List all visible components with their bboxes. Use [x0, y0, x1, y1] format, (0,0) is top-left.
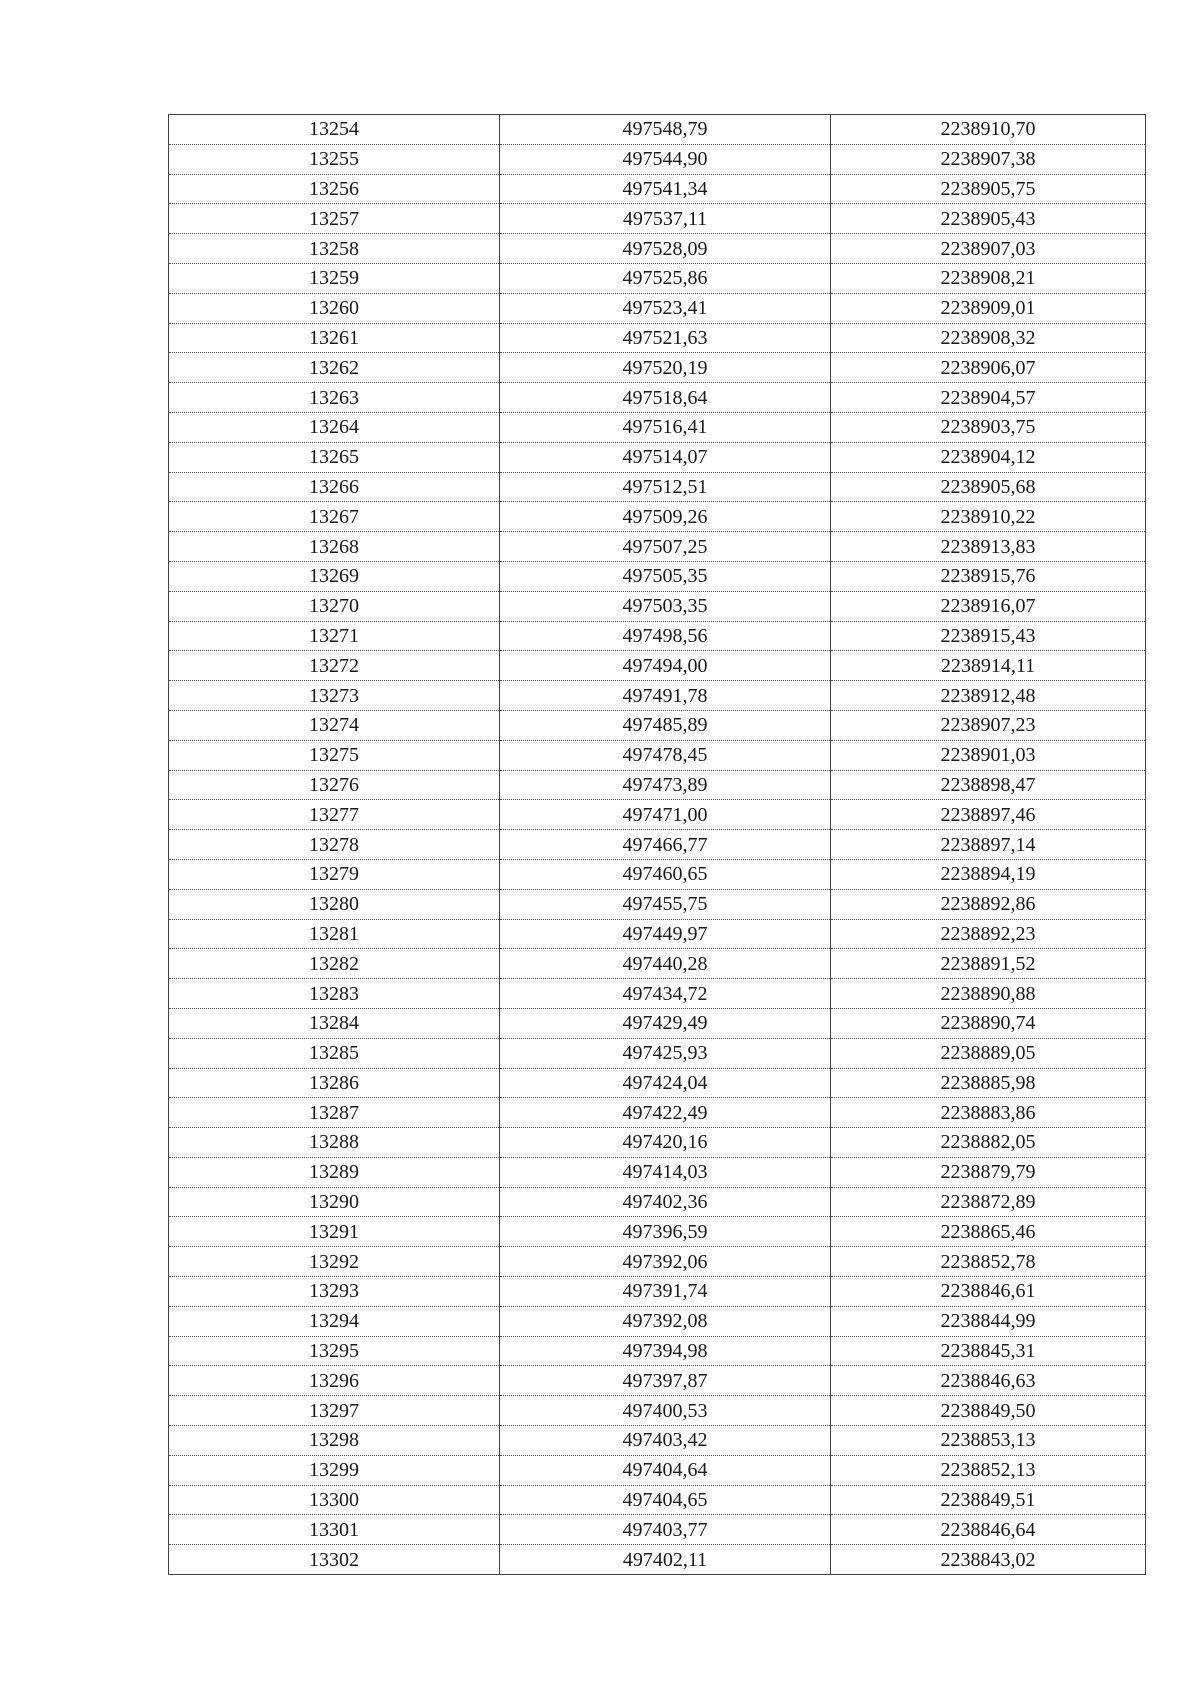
- x-coordinate-cell: 497512,51: [500, 472, 831, 502]
- y-coordinate-cell: 2238892,23: [831, 919, 1146, 949]
- point-number-cell: 13263: [169, 383, 500, 413]
- point-number-cell: 13278: [169, 830, 500, 860]
- point-number-cell: 13270: [169, 591, 500, 621]
- x-coordinate-cell: 497429,49: [500, 1008, 831, 1038]
- x-coordinate-cell: 497548,79: [500, 115, 831, 145]
- y-coordinate-cell: 2238915,76: [831, 561, 1146, 591]
- coordinates-table-body: [169, 115, 1146, 1575]
- x-coordinate-cell: 497449,97: [500, 919, 831, 949]
- y-coordinate-cell: 2238846,61: [831, 1277, 1146, 1307]
- table-row: [169, 323, 1146, 353]
- table-row: [169, 591, 1146, 621]
- point-number-cell: 13258: [169, 234, 500, 264]
- y-coordinate-cell: 2238890,74: [831, 1008, 1146, 1038]
- table-row: [169, 263, 1146, 293]
- point-number-cell: 13259: [169, 263, 500, 293]
- x-coordinate-cell: 497478,45: [500, 740, 831, 770]
- y-coordinate-cell: 2238905,68: [831, 472, 1146, 502]
- point-number-cell: 13269: [169, 561, 500, 591]
- table-row: [169, 1396, 1146, 1426]
- x-coordinate-cell: 497403,77: [500, 1515, 831, 1545]
- table-row: [169, 1336, 1146, 1366]
- y-coordinate-cell: 2238905,75: [831, 174, 1146, 204]
- x-coordinate-cell: 497391,74: [500, 1277, 831, 1307]
- table-row: [169, 710, 1146, 740]
- y-coordinate-cell: 2238907,03: [831, 234, 1146, 264]
- table-row: [169, 770, 1146, 800]
- point-number-cell: 13266: [169, 472, 500, 502]
- y-coordinate-cell: 2238907,38: [831, 144, 1146, 174]
- point-number-cell: 13297: [169, 1396, 500, 1426]
- point-number-cell: 13260: [169, 293, 500, 323]
- y-coordinate-cell: 2238845,31: [831, 1336, 1146, 1366]
- table-row: [169, 174, 1146, 204]
- point-number-cell: 13302: [169, 1545, 500, 1575]
- point-number-cell: 13275: [169, 740, 500, 770]
- y-coordinate-cell: 2238907,23: [831, 710, 1146, 740]
- x-coordinate-cell: 497514,07: [500, 442, 831, 472]
- point-number-cell: 13267: [169, 502, 500, 532]
- y-coordinate-cell: 2238852,78: [831, 1247, 1146, 1277]
- y-coordinate-cell: 2238889,05: [831, 1038, 1146, 1068]
- table-row: [169, 1455, 1146, 1485]
- table-row: [169, 293, 1146, 323]
- y-coordinate-cell: 2238909,01: [831, 293, 1146, 323]
- x-coordinate-cell: 497422,49: [500, 1098, 831, 1128]
- point-number-cell: 13264: [169, 412, 500, 442]
- x-coordinate-cell: 497402,11: [500, 1545, 831, 1575]
- table-row: [169, 1277, 1146, 1307]
- x-coordinate-cell: 497471,00: [500, 800, 831, 830]
- point-number-cell: 13283: [169, 979, 500, 1009]
- x-coordinate-cell: 497434,72: [500, 979, 831, 1009]
- point-number-cell: 13294: [169, 1306, 500, 1336]
- y-coordinate-cell: 2238912,48: [831, 681, 1146, 711]
- y-coordinate-cell: 2238910,22: [831, 502, 1146, 532]
- table-row: [169, 1545, 1146, 1575]
- point-number-cell: 13265: [169, 442, 500, 472]
- y-coordinate-cell: 2238879,79: [831, 1157, 1146, 1187]
- point-number-cell: 13298: [169, 1426, 500, 1456]
- point-number-cell: 13299: [169, 1455, 500, 1485]
- point-number-cell: 13288: [169, 1128, 500, 1158]
- table-row: [169, 1515, 1146, 1545]
- point-number-cell: 13292: [169, 1247, 500, 1277]
- table-row: [169, 1366, 1146, 1396]
- point-number-cell: 13279: [169, 859, 500, 889]
- table-row: [169, 204, 1146, 234]
- table-row: [169, 1008, 1146, 1038]
- x-coordinate-cell: 497396,59: [500, 1217, 831, 1247]
- x-coordinate-cell: 497520,19: [500, 353, 831, 383]
- table-row: [169, 651, 1146, 681]
- point-number-cell: 13256: [169, 174, 500, 204]
- x-coordinate-cell: 497392,06: [500, 1247, 831, 1277]
- x-coordinate-cell: 497494,00: [500, 651, 831, 681]
- table-row: [169, 383, 1146, 413]
- table-row: [169, 502, 1146, 532]
- table-row: [169, 1426, 1146, 1456]
- x-coordinate-cell: 497425,93: [500, 1038, 831, 1068]
- point-number-cell: 13257: [169, 204, 500, 234]
- x-coordinate-cell: 497544,90: [500, 144, 831, 174]
- x-coordinate-cell: 497455,75: [500, 889, 831, 919]
- coordinates-table: [168, 114, 1146, 1575]
- y-coordinate-cell: 2238906,07: [831, 353, 1146, 383]
- table-row: [169, 412, 1146, 442]
- point-number-cell: 13287: [169, 1098, 500, 1128]
- table-row: [169, 621, 1146, 651]
- table-row: [169, 1217, 1146, 1247]
- point-number-cell: 13255: [169, 144, 500, 174]
- x-coordinate-cell: 497525,86: [500, 263, 831, 293]
- x-coordinate-cell: 497400,53: [500, 1396, 831, 1426]
- table-row: [169, 1098, 1146, 1128]
- x-coordinate-cell: 497424,04: [500, 1068, 831, 1098]
- table-row: [169, 1187, 1146, 1217]
- x-coordinate-cell: 497403,42: [500, 1426, 831, 1456]
- point-number-cell: 13268: [169, 532, 500, 562]
- x-coordinate-cell: 497404,65: [500, 1485, 831, 1515]
- point-number-cell: 13277: [169, 800, 500, 830]
- point-number-cell: 13262: [169, 353, 500, 383]
- x-coordinate-cell: 497491,78: [500, 681, 831, 711]
- x-coordinate-cell: 497440,28: [500, 949, 831, 979]
- y-coordinate-cell: 2238914,11: [831, 651, 1146, 681]
- table-row: [169, 442, 1146, 472]
- point-number-cell: 13286: [169, 1068, 500, 1098]
- point-number-cell: 13284: [169, 1008, 500, 1038]
- y-coordinate-cell: 2238844,99: [831, 1306, 1146, 1336]
- table-row: [169, 1157, 1146, 1187]
- point-number-cell: 13282: [169, 949, 500, 979]
- table-row: [169, 949, 1146, 979]
- y-coordinate-cell: 2238897,14: [831, 830, 1146, 860]
- y-coordinate-cell: 2238897,46: [831, 800, 1146, 830]
- y-coordinate-cell: 2238908,21: [831, 263, 1146, 293]
- x-coordinate-cell: 497394,98: [500, 1336, 831, 1366]
- y-coordinate-cell: 2238872,89: [831, 1187, 1146, 1217]
- x-coordinate-cell: 497392,08: [500, 1306, 831, 1336]
- x-coordinate-cell: 497509,26: [500, 502, 831, 532]
- table-row: [169, 919, 1146, 949]
- y-coordinate-cell: 2238903,75: [831, 412, 1146, 442]
- y-coordinate-cell: 2238885,98: [831, 1068, 1146, 1098]
- x-coordinate-cell: 497460,65: [500, 859, 831, 889]
- point-number-cell: 13291: [169, 1217, 500, 1247]
- point-number-cell: 13276: [169, 770, 500, 800]
- point-number-cell: 13293: [169, 1277, 500, 1307]
- point-number-cell: 13281: [169, 919, 500, 949]
- y-coordinate-cell: 2238910,70: [831, 115, 1146, 145]
- x-coordinate-cell: 497507,25: [500, 532, 831, 562]
- table-row: [169, 979, 1146, 1009]
- y-coordinate-cell: 2238890,88: [831, 979, 1146, 1009]
- y-coordinate-cell: 2238865,46: [831, 1217, 1146, 1247]
- point-number-cell: 13271: [169, 621, 500, 651]
- point-number-cell: 13290: [169, 1187, 500, 1217]
- x-coordinate-cell: 497518,64: [500, 383, 831, 413]
- table-row: [169, 1038, 1146, 1068]
- x-coordinate-cell: 497537,11: [500, 204, 831, 234]
- point-number-cell: 13300: [169, 1485, 500, 1515]
- table-row: [169, 681, 1146, 711]
- x-coordinate-cell: 497402,36: [500, 1187, 831, 1217]
- x-coordinate-cell: 497414,03: [500, 1157, 831, 1187]
- table-row: [169, 115, 1146, 145]
- point-number-cell: 13301: [169, 1515, 500, 1545]
- y-coordinate-cell: 2238898,47: [831, 770, 1146, 800]
- table-row: [169, 561, 1146, 591]
- y-coordinate-cell: 2238913,83: [831, 532, 1146, 562]
- y-coordinate-cell: 2238853,13: [831, 1426, 1146, 1456]
- y-coordinate-cell: 2238892,86: [831, 889, 1146, 919]
- y-coordinate-cell: 2238904,12: [831, 442, 1146, 472]
- y-coordinate-cell: 2238846,63: [831, 1366, 1146, 1396]
- y-coordinate-cell: 2238846,64: [831, 1515, 1146, 1545]
- table-row: [169, 830, 1146, 860]
- table-row: [169, 144, 1146, 174]
- point-number-cell: 13273: [169, 681, 500, 711]
- y-coordinate-cell: 2238849,51: [831, 1485, 1146, 1515]
- table-row: [169, 353, 1146, 383]
- point-number-cell: 13295: [169, 1336, 500, 1366]
- y-coordinate-cell: 2238891,52: [831, 949, 1146, 979]
- x-coordinate-cell: 497485,89: [500, 710, 831, 740]
- x-coordinate-cell: 497404,64: [500, 1455, 831, 1485]
- point-number-cell: 13296: [169, 1366, 500, 1396]
- x-coordinate-cell: 497521,63: [500, 323, 831, 353]
- x-coordinate-cell: 497541,34: [500, 174, 831, 204]
- point-number-cell: 13272: [169, 651, 500, 681]
- x-coordinate-cell: 497498,56: [500, 621, 831, 651]
- y-coordinate-cell: 2238894,19: [831, 859, 1146, 889]
- table-row: [169, 1247, 1146, 1277]
- y-coordinate-cell: 2238901,03: [831, 740, 1146, 770]
- point-number-cell: 13261: [169, 323, 500, 353]
- x-coordinate-cell: 497523,41: [500, 293, 831, 323]
- y-coordinate-cell: 2238908,32: [831, 323, 1146, 353]
- point-number-cell: 13254: [169, 115, 500, 145]
- y-coordinate-cell: 2238883,86: [831, 1098, 1146, 1128]
- table-row: [169, 472, 1146, 502]
- y-coordinate-cell: 2238904,57: [831, 383, 1146, 413]
- x-coordinate-cell: 497503,35: [500, 591, 831, 621]
- x-coordinate-cell: 497466,77: [500, 830, 831, 860]
- table-row: [169, 1485, 1146, 1515]
- y-coordinate-cell: 2238905,43: [831, 204, 1146, 234]
- x-coordinate-cell: 497397,87: [500, 1366, 831, 1396]
- point-number-cell: 13285: [169, 1038, 500, 1068]
- x-coordinate-cell: 497420,16: [500, 1128, 831, 1158]
- table-row: [169, 532, 1146, 562]
- table-row: [169, 800, 1146, 830]
- table-row: [169, 889, 1146, 919]
- table-row: [169, 1306, 1146, 1336]
- table-row: [169, 740, 1146, 770]
- point-number-cell: 13274: [169, 710, 500, 740]
- x-coordinate-cell: 497516,41: [500, 412, 831, 442]
- table-row: [169, 1068, 1146, 1098]
- table-row: [169, 859, 1146, 889]
- table-row: [169, 234, 1146, 264]
- x-coordinate-cell: 497528,09: [500, 234, 831, 264]
- y-coordinate-cell: 2238849,50: [831, 1396, 1146, 1426]
- y-coordinate-cell: 2238916,07: [831, 591, 1146, 621]
- x-coordinate-cell: 497505,35: [500, 561, 831, 591]
- y-coordinate-cell: 2238843,02: [831, 1545, 1146, 1575]
- y-coordinate-cell: 2238852,13: [831, 1455, 1146, 1485]
- y-coordinate-cell: 2238915,43: [831, 621, 1146, 651]
- y-coordinate-cell: 2238882,05: [831, 1128, 1146, 1158]
- x-coordinate-cell: 497473,89: [500, 770, 831, 800]
- point-number-cell: 13289: [169, 1157, 500, 1187]
- table-row: [169, 1128, 1146, 1158]
- point-number-cell: 13280: [169, 889, 500, 919]
